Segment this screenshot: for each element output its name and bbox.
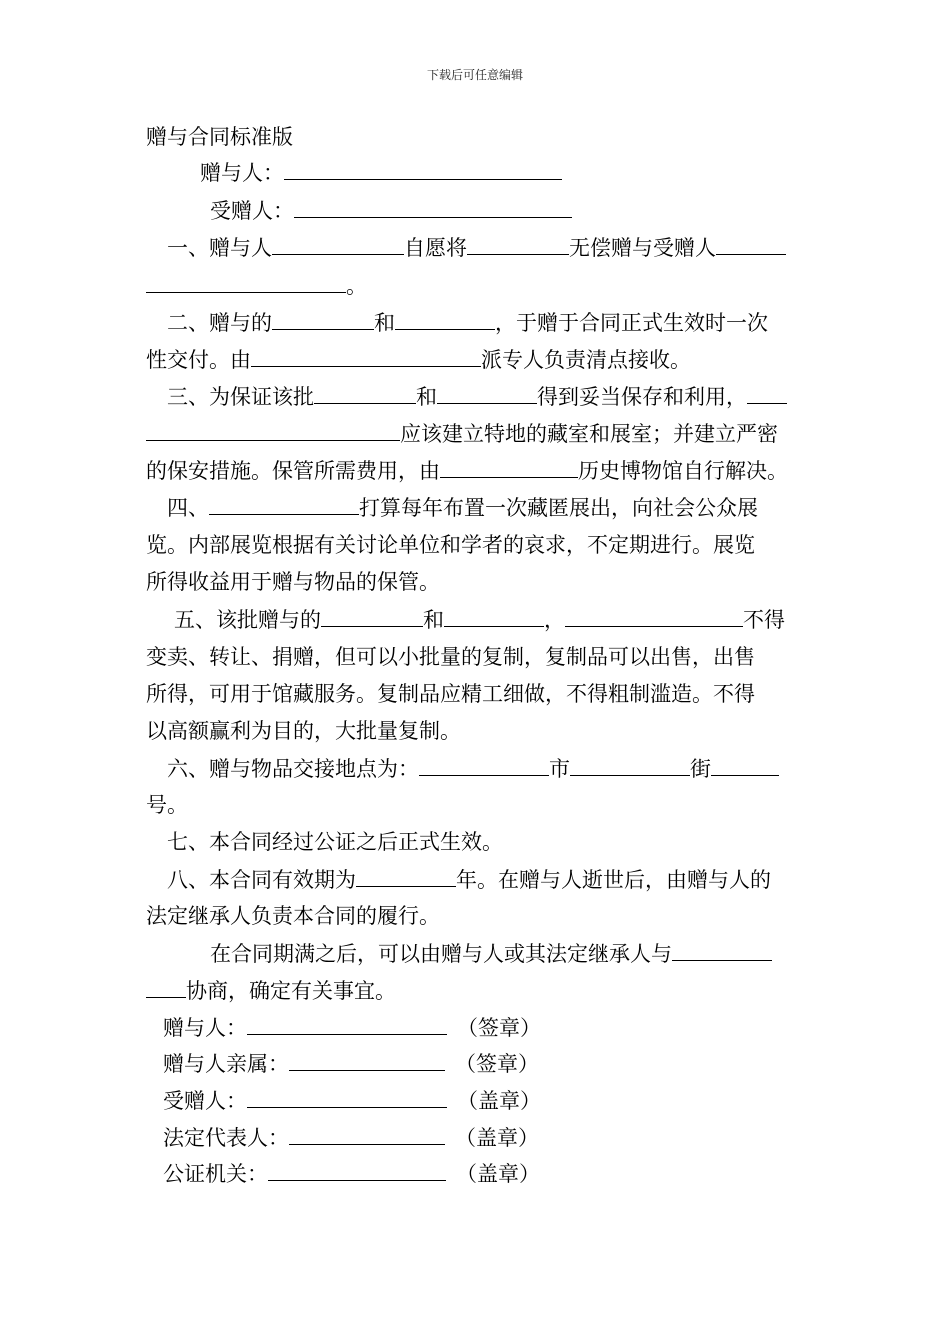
clause-8-line-3: 在合同期满之后，可以由赠与人或其法定继承人与 — [210, 938, 772, 969]
blank[interactable] — [440, 455, 578, 478]
blank[interactable] — [209, 492, 359, 515]
blank[interactable] — [419, 753, 549, 776]
blank[interactable] — [272, 307, 374, 330]
clause-8-line-1: 八、本合同有效期为 年。在赠与人逝世后，由赠与人的 — [167, 864, 771, 895]
signature-blank[interactable] — [289, 1048, 445, 1071]
clause-4-line-3: 所得收益用于赠与物品的保管。 — [146, 570, 440, 594]
blank[interactable] — [321, 604, 423, 627]
clause-5-line-1: 五、该批赠与的 和 ， 不得 — [174, 604, 785, 635]
clause-3-line-2: 应该建立特地的藏室和展室；并建立严密 — [146, 418, 778, 449]
clause-2-line-2: 性交付。由 派专人负责清点接收。 — [146, 344, 691, 375]
blank[interactable] — [272, 232, 404, 255]
signature-blank[interactable] — [247, 1085, 447, 1108]
blank[interactable] — [356, 864, 456, 887]
clause-5-line-2: 变卖、转让、捐赠，但可以小批量的复制，复制品可以出售，出售 — [146, 645, 755, 669]
clause-2-line-1: 二、赠与的 和 ，于赠于合同正式生效时一次 — [167, 307, 768, 338]
blank[interactable] — [467, 232, 569, 255]
donor-line: 赠与人： — [200, 157, 562, 188]
donee-blank[interactable] — [294, 195, 572, 218]
clause-3-line-3: 的保安措施。保管所需费用，由 历史博物馆自行解决。 — [146, 455, 788, 486]
blank[interactable] — [672, 938, 772, 961]
clause-6-line-1: 六、赠与物品交接地点为： 市 街 — [167, 753, 779, 784]
blank[interactable] — [444, 604, 544, 627]
clause-4-line-1: 四、 打算每年布置一次藏匿展出，向社会公众展 — [167, 492, 758, 523]
signature-notary: 公证机关： （盖章） — [163, 1158, 540, 1189]
blank[interactable] — [146, 270, 346, 293]
clause-4-line-2: 览。内部展览根据有关讨论单位和学者的哀求，不定期进行。展览 — [146, 533, 755, 557]
clause-5-line-3: 所得，可用于馆藏服务。复制品应精工细做，不得粗制滥造。不得 — [146, 682, 755, 706]
blank[interactable] — [437, 381, 537, 404]
blank[interactable] — [314, 381, 416, 404]
blank[interactable] — [146, 418, 400, 441]
clause-8-line-4: 协商，确定有关事宜。 — [146, 975, 396, 1006]
document-title: 赠与合同标准版 — [146, 125, 293, 149]
blank[interactable] — [747, 381, 787, 404]
donor-blank[interactable] — [284, 157, 562, 180]
clause-1-line-2: 。 — [146, 270, 367, 301]
clause-5-line-4: 以高额赢利为目的，大批量复制。 — [146, 719, 461, 743]
clause-1-line-1: 一、赠与人 自愿将 无偿赠与受赠人 — [167, 232, 786, 263]
clause-3-line-1: 三、为保证该批 和 得到妥当保存和利用， — [167, 381, 787, 412]
signature-blank[interactable] — [289, 1122, 445, 1145]
blank[interactable] — [570, 753, 690, 776]
clause-7-line-1: 七、本合同经过公证之后正式生效。 — [167, 830, 503, 854]
blank[interactable] — [711, 753, 779, 776]
blank[interactable] — [395, 307, 495, 330]
signature-legal-rep: 法定代表人： （盖章） — [163, 1122, 539, 1153]
donee-line: 受赠人： — [210, 195, 572, 226]
clause-6-line-2: 号。 — [146, 793, 188, 817]
blank[interactable] — [565, 604, 743, 627]
blank[interactable] — [716, 232, 786, 255]
page-header: 下载后可任意编辑 — [426, 68, 523, 82]
blank[interactable] — [146, 975, 186, 998]
signature-donee: 受赠人： （盖章） — [163, 1085, 541, 1116]
blank[interactable] — [251, 344, 481, 367]
signature-blank[interactable] — [268, 1158, 446, 1181]
clause-8-line-2: 法定继承人负责本合同的履行。 — [146, 904, 440, 928]
signature-donor-relative: 赠与人亲属： （签章） — [163, 1048, 539, 1079]
signature-donor: 赠与人： （签章） — [163, 1012, 541, 1043]
signature-blank[interactable] — [247, 1012, 447, 1035]
